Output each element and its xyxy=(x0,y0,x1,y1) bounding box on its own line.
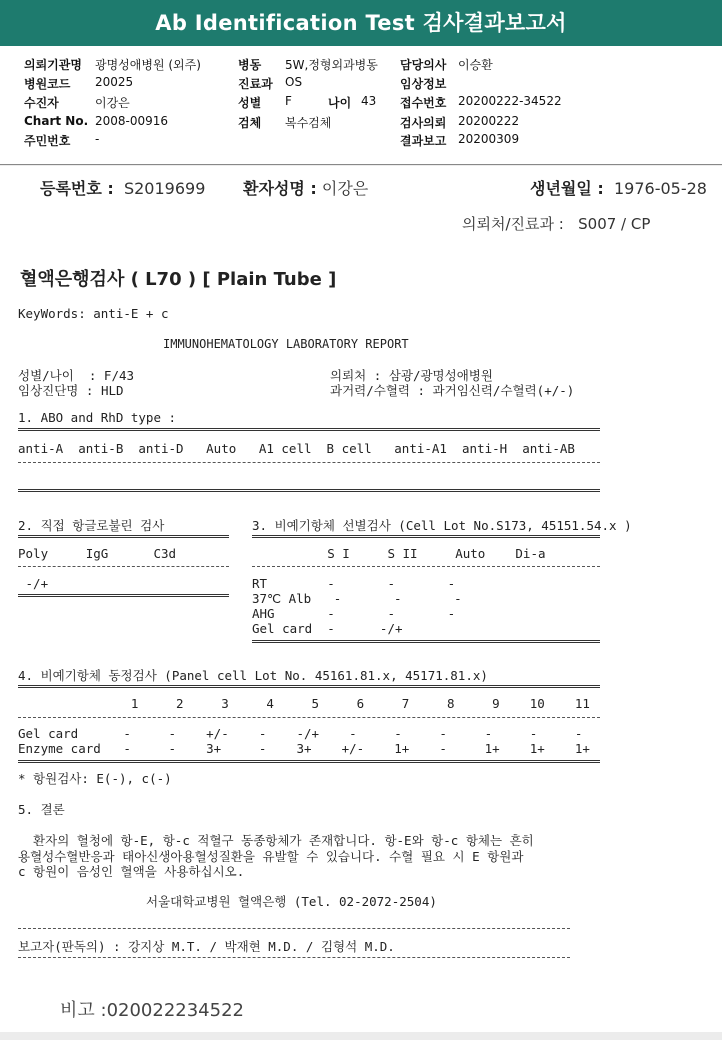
abo-rhd-title: 1. ABO and RhD type : xyxy=(18,410,177,425)
info-chart-no-value: 2008-00916 xyxy=(95,114,169,128)
info-dept-value: OS xyxy=(285,75,303,89)
divider xyxy=(18,489,600,492)
section-heading: 혈액은행검사 ( L70 ) [ Plain Tube ] xyxy=(20,269,337,290)
divider xyxy=(18,957,570,958)
dat-header: Poly IgG C3d xyxy=(18,546,177,561)
divider xyxy=(18,594,229,597)
divider xyxy=(252,566,600,567)
screening-title: 3. 비예기항체 선별검사 (Cell Lot No.S173, 45151.54.x ) xyxy=(252,518,632,533)
divider xyxy=(18,428,600,431)
info-sex-value: F xyxy=(285,94,292,108)
info-patient: 수진자 xyxy=(24,96,59,110)
referral-dept: 의뢰처/진료과 : S007 / CP xyxy=(462,215,651,233)
reporters: 보고자(판독의) : 강지상 M.T. / 박재현 M.D. / 김형석 M.D. xyxy=(18,939,395,954)
info-resident-no-value: - xyxy=(95,132,100,146)
abo-rhd-header: anti-A anti-B anti-D Auto A1 cell B cell anti-A1 anti-H anti-AB xyxy=(18,441,575,456)
birth-date: 생년월일 : 1976-05-28 xyxy=(530,179,707,198)
panel-title: 4. 비예기항체 동정검사 (Panel cell Lot No. 45161.81.x, 45171.81.x) xyxy=(18,668,488,683)
panel-row-gel: Gel card - - +/- - -/+ - - - - - - xyxy=(18,726,583,741)
conclusion-line-1: 환자의 혈청에 항-E, 항-c 적혈구 동종항체가 존재합니다. 항-E와 항-c 항체는 흔히 xyxy=(18,833,534,848)
divider xyxy=(18,566,229,567)
info-sex: 성별 xyxy=(238,96,262,110)
screening-row-rt: RT - - - xyxy=(252,576,456,591)
conclusion-title: 5. 결론 xyxy=(18,802,65,817)
info-request-date: 검사의뢰 xyxy=(400,116,447,130)
lab-report-title: IMMUNOHEMATOLOGY LABORATORY REPORT xyxy=(163,337,409,351)
referrer: 의뢰처 : 삼광/광명성애병원 xyxy=(330,368,493,383)
info-resident-no: 주민번호 xyxy=(24,134,71,148)
divider xyxy=(18,717,600,718)
info-receipt-no: 접수번호 xyxy=(400,96,447,110)
info-ward-value: 5W,정형외과병동 xyxy=(285,58,378,72)
antigen-test: * 항원검사: E(-), c(-) xyxy=(18,771,172,786)
info-receipt-no-value: 20200222-34522 xyxy=(458,94,562,108)
info-specimen: 검체 xyxy=(238,116,262,130)
info-ward: 병동 xyxy=(238,58,262,72)
panel-header: 1 2 3 4 5 6 7 8 9 10 11 xyxy=(18,696,590,711)
screening-row-gel: Gel card - -/+ xyxy=(252,621,403,636)
bottom-margin xyxy=(0,1032,722,1040)
info-hospital-code: 병원코드 xyxy=(24,77,71,91)
dat-value: -/+ xyxy=(18,576,49,591)
diagnosis: 임상진단명 : HLD xyxy=(18,383,124,398)
divider xyxy=(252,535,600,538)
sex-age: 성별/나이 : F/43 xyxy=(18,368,135,383)
info-institution: 의뢰기관명 xyxy=(24,58,82,72)
transfusion-history: 과거력/수혈력 : 과거임신력/수혈력(+/-) xyxy=(330,383,575,398)
info-doctor: 담당의사 xyxy=(400,58,447,72)
dat-title: 2. 직접 항글로불린 검사 xyxy=(18,518,165,533)
info-age: 나이 xyxy=(328,96,352,110)
blood-bank-contact: 서울대학교병원 혈액은행 (Tel. 02-2072-2504) xyxy=(146,894,437,909)
conclusion-line-2: 용혈성수혈반응과 태아신생아용혈성질환을 유발할 수 있습니다. 수혈 필요 시 E 항원과 xyxy=(18,849,524,864)
divider xyxy=(18,535,229,538)
keywords: KeyWords: anti-E + c xyxy=(18,306,169,321)
info-doctor-value: 이승환 xyxy=(458,58,493,72)
divider xyxy=(18,462,600,463)
panel-row-enzyme: Enzyme card - - 3+ - 3+ +/- 1+ - 1+ 1+ 1+ xyxy=(18,741,590,756)
info-institution-value: 광명성애병원 (외주) xyxy=(95,58,201,72)
screening-header: S I S II Auto Di-a xyxy=(252,546,546,561)
screening-row-alb: 37℃ Alb - - - xyxy=(252,591,462,606)
divider xyxy=(18,928,570,929)
info-dept: 진료과 xyxy=(238,77,273,91)
info-patient-value: 이강은 xyxy=(95,96,130,110)
reg-number: 등록번호 : S2019699 xyxy=(40,179,206,198)
divider xyxy=(252,640,600,643)
info-report-date: 결과보고 xyxy=(400,134,447,148)
patient-name: 환자성명 : 이강은 xyxy=(243,179,369,198)
remark: 비고 :020022234522 xyxy=(60,1000,244,1021)
info-age-value: 43 xyxy=(361,94,377,108)
divider xyxy=(18,760,600,763)
info-chart-no: Chart No. xyxy=(24,114,89,128)
patient-info-panel xyxy=(0,46,722,165)
report-title: Ab Identification Test 검사결과보고서 xyxy=(0,0,722,46)
info-report-date-value: 20200309 xyxy=(458,132,520,146)
divider xyxy=(18,685,600,688)
info-hospital-code-value: 20025 xyxy=(95,75,134,89)
conclusion-line-3: c 항원이 음성인 혈액을 사용하십시오. xyxy=(18,864,245,879)
info-request-date-value: 20200222 xyxy=(458,114,520,128)
info-specimen-value: 복수검체 xyxy=(285,116,332,130)
info-clinical: 임상정보 xyxy=(400,77,447,91)
screening-row-ahg: AHG - - - xyxy=(252,606,456,621)
